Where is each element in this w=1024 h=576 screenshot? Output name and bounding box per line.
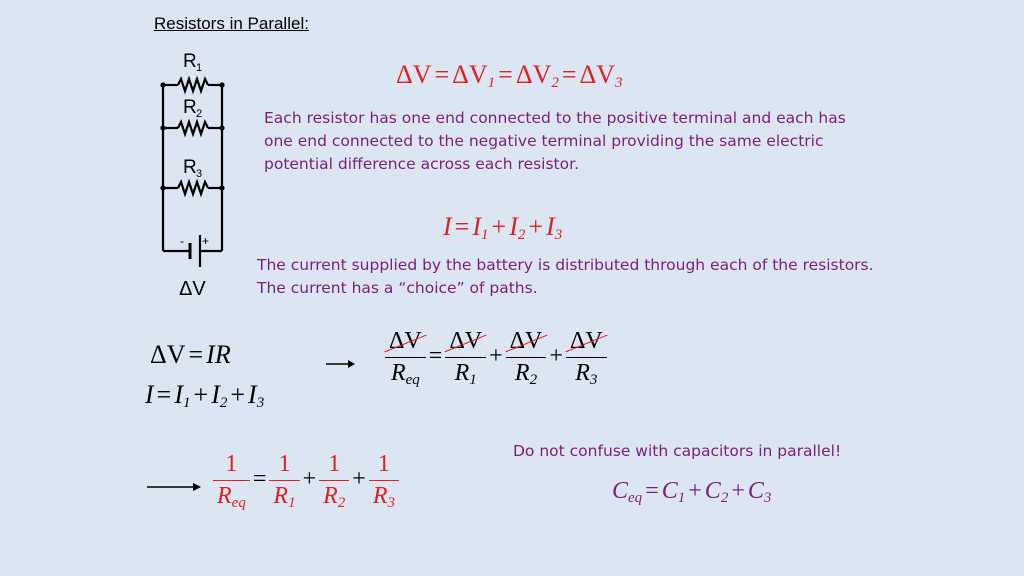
result-arrow-icon: [147, 481, 202, 493]
capacitor-warning: Do not confuse with capacitors in parallel!: [513, 442, 842, 460]
battery-minus: -: [180, 234, 184, 248]
current-sum-black-equation: $I = I_1 + I_2 + I_3$: [145, 380, 265, 411]
capacitor-equation: $C_{eq} = C_1 + C_2 + C_3$: [612, 478, 772, 506]
r2-label: R: [183, 97, 197, 118]
r3-subscript: 3: [196, 168, 203, 180]
r2-subscript: 2: [196, 108, 203, 120]
r1-label: R: [183, 51, 197, 72]
ohms-law-equation: ΔV = IR: [150, 340, 231, 369]
battery-plus: +: [202, 234, 210, 248]
voltage-equality-equation: $\Delta V = \Delta V_1 = \Delta V_2 = \Delta V_3$: [396, 60, 623, 91]
right-arrow-icon: [326, 358, 356, 370]
voltage-label: ΔV: [179, 278, 206, 300]
slide-title: Resistors in Parallel:: [154, 14, 309, 33]
parallel-circuit-diagram: [150, 45, 245, 305]
r3-label: R: [183, 157, 197, 178]
current-explanation: The current supplied by the battery is distributed through each of the resistors. The current has a “choice” of paths.: [257, 256, 874, 297]
voltage-fraction-equation: $\frac{\Delta V}{R_{eq}}$ = $\frac{\Delta V}{R_1}$ + $\frac{\Delta V}{R_2}$ + $\frac{\Delta V}{R_3}$: [385, 328, 607, 387]
current-sum-equation: $I = I_1 + I_2 + I_3$: [443, 212, 563, 243]
voltage-explanation: Each resistor has one end connected to the positive terminal and each has one end connected to the negative terminal providing the same electric potential difference across each resistor.: [264, 109, 846, 173]
r1-subscript: 1: [196, 62, 203, 74]
equivalent-resistance-equation: $\frac{1}{R_{eq}}$ = $\frac{1}{R_1}$ + $\frac{1}{R_2}$ + $\frac{1}{R_3}$: [213, 451, 399, 510]
